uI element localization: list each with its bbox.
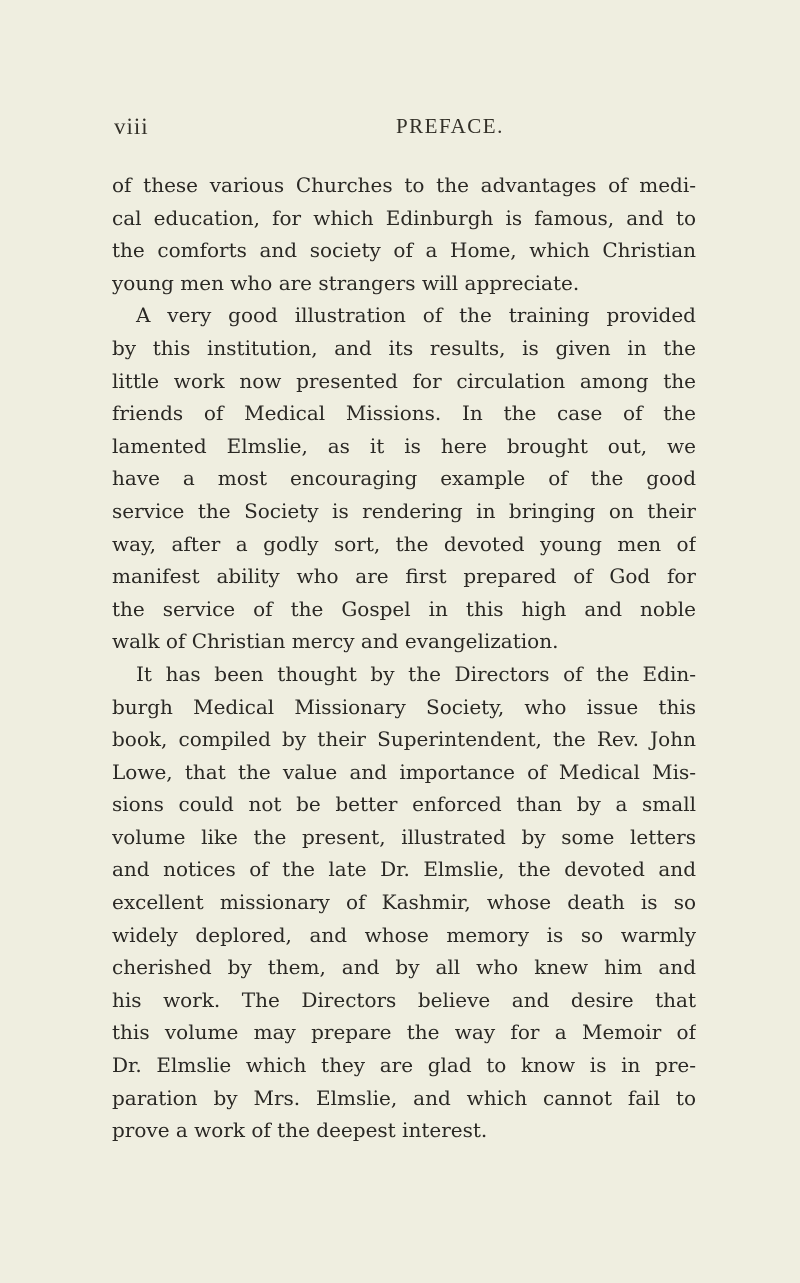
text-line: It has been thought by the Directors of the Edin- xyxy=(136,661,696,686)
text-line: cherished by them, and by all who knew him and xyxy=(112,955,696,980)
text-line: Lowe, that the value and importance of Medical Mis- xyxy=(112,759,696,784)
running-head-title: PREFACE. xyxy=(396,114,504,138)
running-head xyxy=(114,114,694,144)
text-line: cal education, for which Edinburgh is famous, and to xyxy=(112,205,696,230)
text-line: paration by Mrs. Elmslie, and which cannot fail to xyxy=(112,1085,696,1110)
text-line: the service of the Gospel in this high and noble xyxy=(112,596,696,621)
text-line: volume like the present, illustrated by some letters xyxy=(112,824,696,849)
text-line: way, after a godly sort, the devoted young men of xyxy=(112,531,696,556)
text-line: book, compiled by their Superintendent, the Rev. John xyxy=(112,727,696,752)
text-line: lamented Elmslie, as it is here brought out, we xyxy=(112,433,696,458)
text-line: his work. The Directors believe and desire that xyxy=(112,987,696,1012)
text-line: this volume may prepare the way for a Memoir of xyxy=(112,1020,696,1045)
text-line: service the Society is rendering in bringing on their xyxy=(112,498,696,523)
text-line: sions could not be better enforced than by a small xyxy=(112,792,696,817)
text-line: young men who are strangers will appreciate. xyxy=(112,270,580,295)
text-line: of these various Churches to the advantages of medi- xyxy=(112,173,696,197)
text-line: by this institution, and its results, is given in the xyxy=(112,335,696,360)
page-number: viii xyxy=(114,114,149,139)
text-line: burgh Medical Missionary Society, who issue this xyxy=(112,694,696,719)
text-line: have a most encouraging example of the good xyxy=(112,466,696,491)
text-line: little work now presented for circulation among the xyxy=(112,368,696,393)
text-line: excellent missionary of Kashmir, whose death is so xyxy=(112,890,696,915)
text-line: the comforts and society of a Home, which Christian xyxy=(112,238,696,263)
text-line: manifest ability who are first prepared of God for xyxy=(112,564,696,589)
text-line: A very good illustration of the training provided xyxy=(136,303,696,328)
text-line: friends of Medical Missions. In the case of the xyxy=(112,401,696,426)
text-line: and notices of the late Dr. Elmslie, the devoted and xyxy=(112,857,696,882)
body-text xyxy=(112,169,696,1147)
text-line: Dr. Elmslie which they are glad to know is in pre- xyxy=(112,1053,696,1078)
text-line: walk of Christian mercy and evangelization. xyxy=(112,629,559,654)
text-line: widely deplored, and whose memory is so warmly xyxy=(112,922,696,947)
text-line: prove a work of the deepest interest. xyxy=(112,1118,488,1143)
